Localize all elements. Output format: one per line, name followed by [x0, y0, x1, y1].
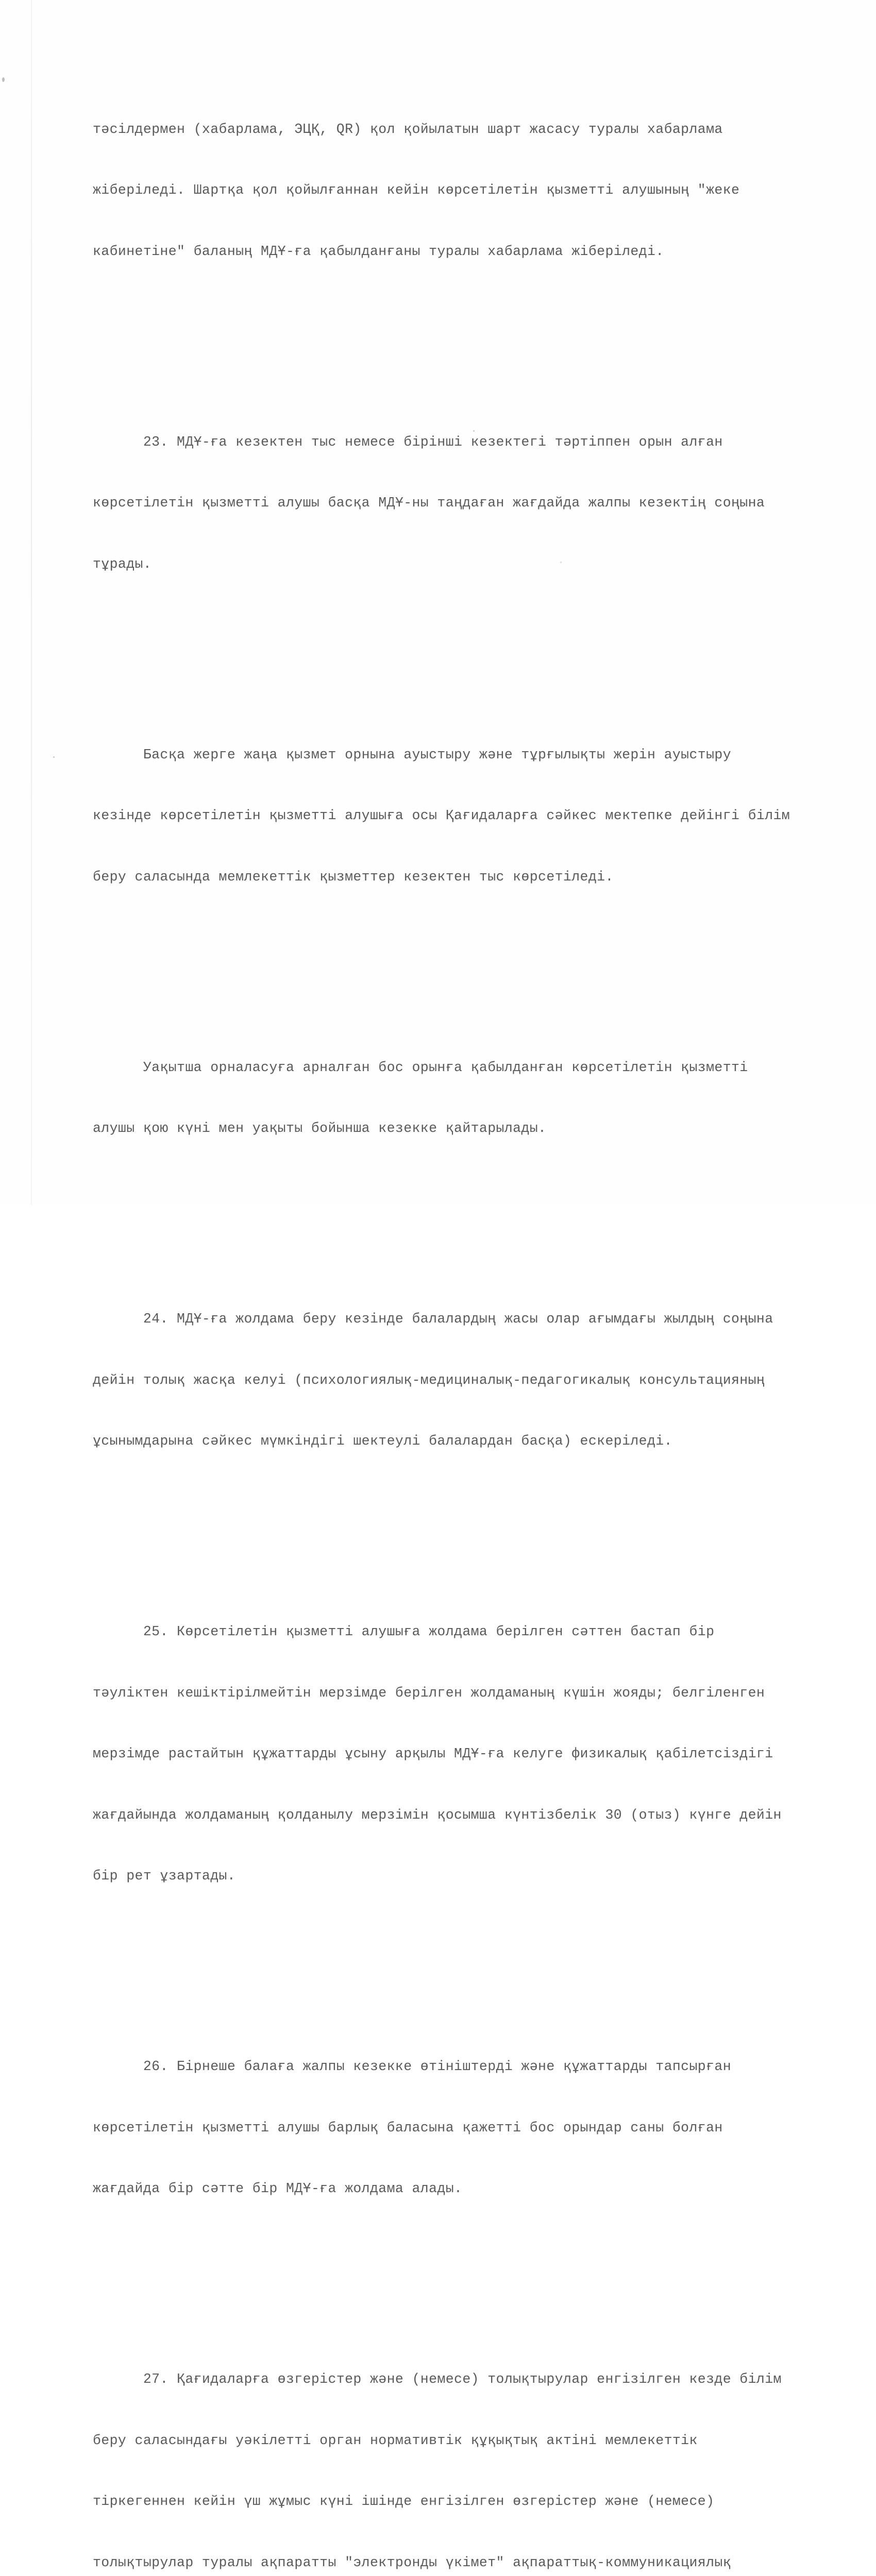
- text-line: 26. Бірнеше балаға жалпы кезекке өтініштерді және құжаттарды тапсырған: [93, 2059, 731, 2074]
- scan-speck: [53, 756, 55, 758]
- paragraph-23-transfer: [93, 704, 835, 928]
- text-line: кабинетіне" баланың МДҰ-ға қабылданғаны туралы хабарлама жіберіледі.: [93, 243, 664, 259]
- text-line: көрсетілетін қызметті алушы басқа МДҰ-ны таңдаған жағдайда жалпы кезектің соңына: [93, 495, 765, 511]
- text-line: жағдайда бір сәтте бір МДҰ-ға жолдама алады.: [93, 2181, 463, 2196]
- text-line: тәуліктен кешіктірілмейтін мерзімде берілген жолдаманың күшін жояды; белгіленген: [93, 1685, 765, 1701]
- text-line: жіберіледі. Шартқа қол қойылғаннан кейін көрсетілетін қызметті алушының "жеке: [93, 182, 740, 198]
- scan-speck: [2, 77, 5, 82]
- text-line: ұсынымдарына сәйкес мүмкіндігі шектеулі балалардан басқа) ескеріледі.: [93, 1433, 672, 1449]
- text-line: 24. МДҰ-ға жолдама беру кезінде балалардың жасы олар ағымдағы жылдың соңына: [93, 1311, 773, 1327]
- paragraph-24: [93, 1268, 835, 1493]
- text-line: мерзімде растайтын құжаттарды ұсыну арқылы МДҰ-ға келуге физикалық қабілетсіздігі: [93, 1746, 773, 1761]
- text-line: беру саласындағы уәкілетті орган нормативтік құқықтық актіні мемлекеттік: [93, 2432, 698, 2448]
- paragraph-22-end: [93, 79, 835, 303]
- text-line: толықтырулар туралы ақпаратты "электронды үкімет" ақпараттық-коммуникациялық: [93, 2554, 731, 2570]
- text-line: көрсетілетін қызметті алушы барлық баласына қажетті бос орындар саны болған: [93, 2120, 723, 2136]
- text-line: кезінде көрсетілетін қызметті алушыға осы Қағидаларға сәйкес мектепке дейінгі білім: [93, 808, 790, 823]
- text-line: 25. Көрсетілетін қызметті алушыға жолдама берілген сәттен бастап бір: [93, 1624, 715, 1639]
- text-line: дейін толық жасқа келуі (психологиялық-медициналық-педагогикалық консультацияның: [93, 1372, 765, 1388]
- text-line: Басқа жерге жаңа қызмет орнына ауыстыру және тұрғылықты жерін ауыстыру: [93, 747, 731, 762]
- text-line: тіркегеннен кейін үш жұмыс күні ішінде енгізілген өзгерістер және (немесе): [93, 2494, 715, 2509]
- text-line: Уақытша орналасуға арналған бос орынға қабылданған көрсетілетін қызметті: [93, 1059, 748, 1075]
- paragraph-27: [93, 2329, 835, 2576]
- paragraph-25: [93, 1581, 835, 1927]
- text-line: беру саласында мемлекеттік қызметтер кезектен тыс көрсетіледі.: [93, 869, 614, 885]
- text-line: тәсілдермен (хабарлама, ЭЦҚ, QR) қол қойылатын шарт жасасу туралы хабарлама: [93, 121, 723, 137]
- text-line: 27. Қағидаларға өзгерістер және (немесе) толықтырулар енгізілген кезде білім: [93, 2371, 782, 2387]
- text-line: 23. МДҰ-ға кезектен тыс немесе бірінші кезектегі тәртіппен орын алған: [93, 434, 723, 450]
- text-line: бір рет ұзартады.: [93, 1868, 236, 1884]
- paragraph-23-temporary: [93, 1017, 835, 1180]
- scan-edge-shadow: [31, 0, 32, 1205]
- document-body: [93, 18, 835, 2576]
- text-line: жағдайында жолдаманың қолданылу мерзімін қосымша күнтізбелік 30 (отыз) күнге дейін: [93, 1807, 782, 1823]
- paragraph-26: [93, 2016, 835, 2240]
- text-line: алушы қою күні мен уақыты бойынша кезекке қайтарылады.: [93, 1121, 547, 1136]
- paragraph-23: [93, 392, 835, 616]
- text-line: тұрады.: [93, 556, 152, 572]
